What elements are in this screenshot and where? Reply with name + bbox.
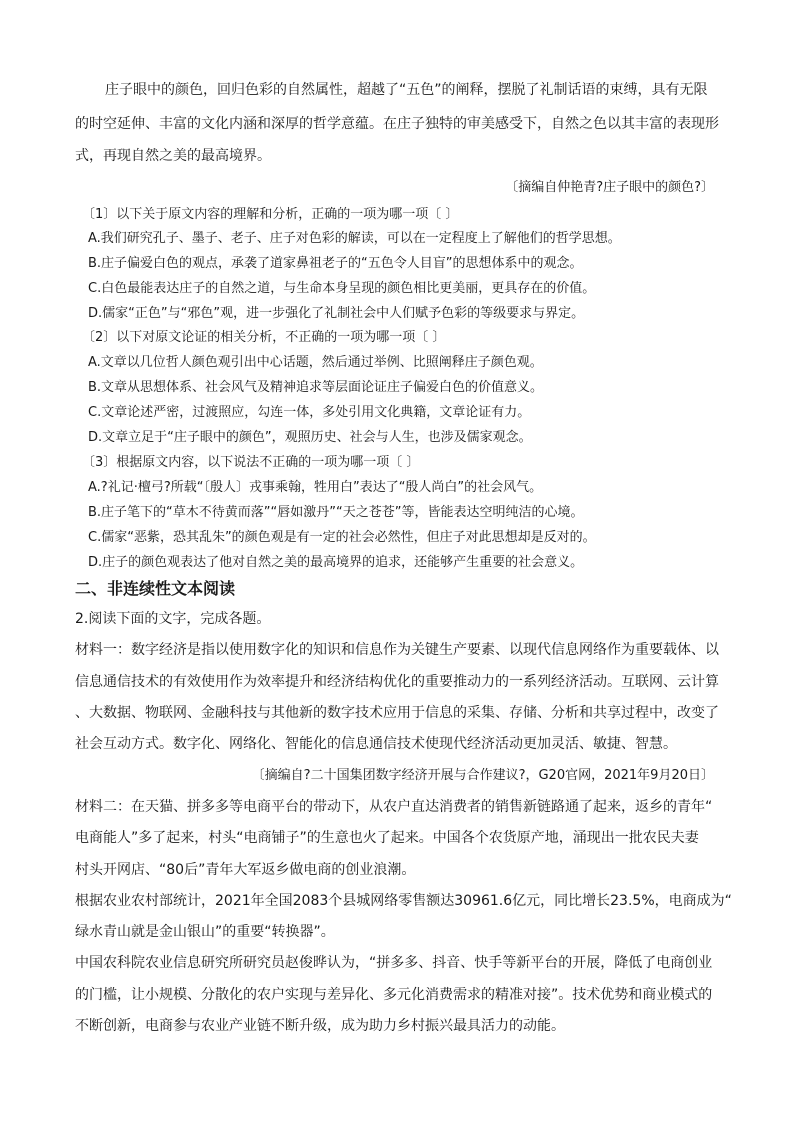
material2-line: 的门槛，让小规模、分散化的农户实现与差异化、多元化消费需求的精准对接”。技术优势和商业模式的 [75, 987, 713, 1003]
question-3-stem: 〔3〕根据原文内容，以下说法不正确的一项为哪一项〔 〕 [82, 455, 420, 470]
question-1-stem: 〔1〕以下关于原文内容的理解和分析，正确的一项为哪一项〔 〕 [82, 207, 459, 222]
material2-line: 中国农科院农业信息研究所研究员赵俊晔认为，“拼多多、抖音、快手等新平台的开展，降低了电商创业 [75, 955, 713, 971]
material1-line: 社会互动方式。数字化、网络化、智能化的信息通信技术使现代经济活动更加灵活、敏捷、智慧。 [75, 736, 677, 752]
question-2-option-b: B.文章从思想体系、社会风气及精神追求等层面论证庄子偏爱白色的价值意义。 [88, 380, 544, 395]
material2-line: 材料二：在天猫、拼多多等电商平台的带动下，从农户直达消费者的销售新链路通了起来，返乡的青年“ [75, 799, 713, 815]
question-3-option-b: B.庄子笔下的“草木不待黄而落”“唇如激丹”“天之苍苍”等，皆能表达空明纯洁的心境。 [88, 505, 584, 520]
question-2-stem: 〔2〕以下对原文论证的相关分析，不正确的一项为哪一项〔 〕 [82, 330, 446, 345]
question-1-option-a: A.我们研究孔子、墨子、老子、庄子对色彩的解读，可以在一定程度上了解他们的哲学思想。 [88, 231, 621, 246]
question-3-option-d: D.庄子的颜色观表达了他对自然之美的最高境界的追求，还能够产生重要的社会意义。 [88, 555, 584, 570]
section-heading: 二、非连续性文本阅读 [75, 579, 236, 598]
material1-line: 材料一：数字经济是指以使用数字化的知识和信息作为关键生产要素、以现代信息网络作为重要载体、以 [75, 642, 719, 658]
material1-line: 信息通信技术的有效使用作为效率提升和经济结构优化的重要推动力的一系列经济活动。互联网、云计算 [75, 674, 719, 690]
passage1-source: 〔摘编自仲艳青?庄子眼中的颜色?〕 [505, 180, 714, 195]
question-1-option-b: B.庄子偏爱白色的观点，承袭了道家鼻祖老子的“五色令人目盲”的思想体系中的观念。 [88, 256, 583, 271]
material2-line: 电商能人”多了起来，村头“电商铺子”的生意也火了起来。中国各个农货原产地，涌现出一批农民夫妻 [75, 830, 699, 846]
question-2-option-d: D.文章立足于“庄子眼中的颜色”，观照历史、社会与人生，也涉及儒家观念。 [88, 430, 532, 445]
material2-line: 绿水青山就是金山银山”的重要“转换器”。 [75, 924, 335, 940]
passage1-line: 庄子眼中的颜色，回归色彩的自然属性，超越了“五色”的阐释，摆脱了礼制话语的束缚，具有无限 [105, 82, 708, 98]
material2-line: 根据农业农村部统计，2021年全国2083个县城网络零售额达30961.6亿元，同比增长23.5%，电商成为“ [75, 893, 732, 909]
question-1-option-c: C.白色最能表达庄子的自然之道，与生命本身呈现的颜色相比更美丽，更具存在的价值。 [88, 281, 596, 296]
material1-source: 〔摘编自?二十国集团数字经济开展与合作建议?，G20官网，2021年9月20日〕 [251, 768, 714, 783]
question-2-option-c: C.文章论述严密，过渡照应，勾连一体，多处引用文化典籍，文章论证有力。 [88, 405, 531, 420]
section-instruction: 2.阅读下面的文字，完成各题。 [75, 611, 271, 627]
question-3-option-a: A.?礼记·檀弓?所载“〔殷人〕戎事乘翰，牲用白”表达了“殷人尚白”的社会风气。 [88, 480, 543, 495]
passage1-line: 式，再现自然之美的最高境界。 [75, 148, 271, 164]
passage1-line: 的时空延伸、丰富的文化内涵和深厚的哲学意蕴。在庄子独特的审美感受下，自然之色以其丰富的表现形 [75, 116, 719, 132]
material1-line: 、大数据、物联网、金融科技与其他新的数字技术应用于信息的采集、存储、分析和共享过程中，改变了 [75, 705, 719, 721]
material2-line: 村头开网店、“80后”青年大军返乡做电商的创业浪潮。 [75, 862, 416, 878]
question-2-option-a: A.文章以几位哲人颜色观引出中心话题，然后通过举例、比照阐释庄子颜色观。 [88, 355, 543, 370]
question-3-option-c: C.儒家“恶紫，恐其乱朱”的颜色观是有一定的社会必然性，但庄子对此思想却是反对的。 [88, 530, 596, 545]
material2-line: 不断创新，电商参与农业产业链不断升级，成为助力乡村振兴最具活力的动能。 [75, 1018, 565, 1034]
question-1-option-d: D.儒家“正色”与“邪色”观，进一步强化了礼制社会中人们赋予色彩的等级要求与界定。 [88, 306, 585, 321]
